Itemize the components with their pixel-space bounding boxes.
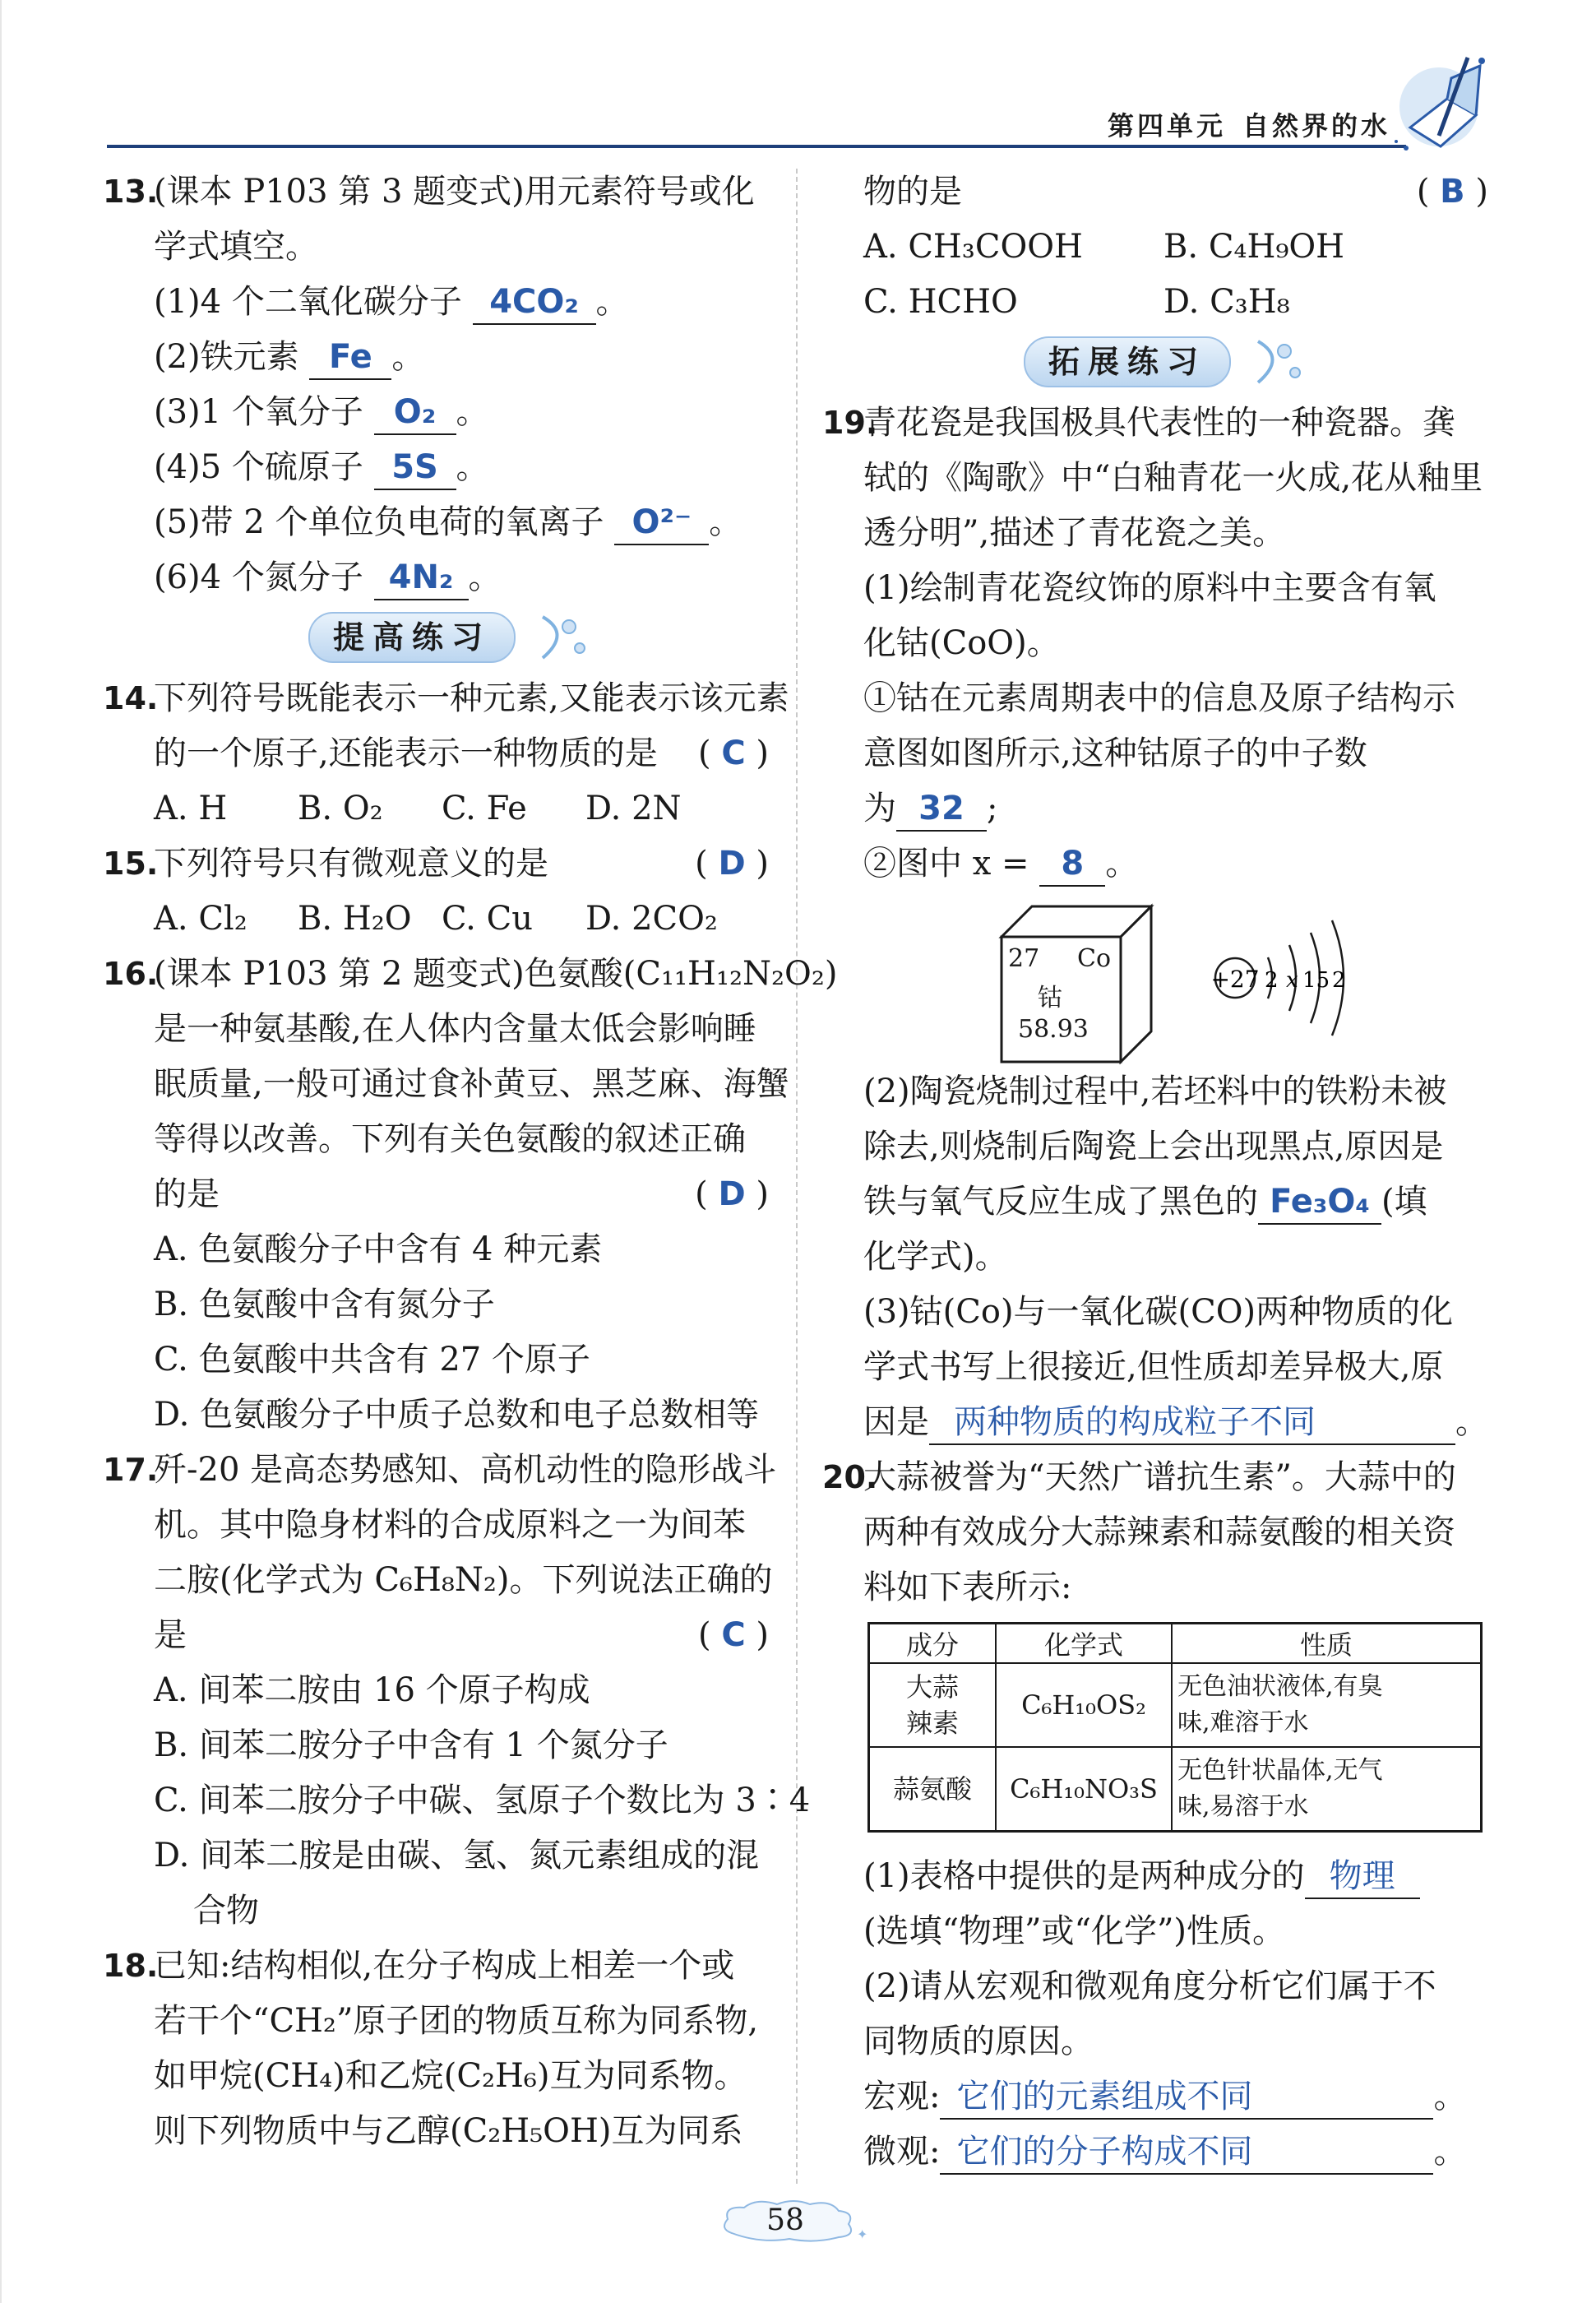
pen-book-icon <box>1390 49 1497 164</box>
q13-item-6: (6)4 个氮分子 4N₂ 。 <box>103 550 769 605</box>
answer: C <box>721 1616 746 1654</box>
answer: C <box>721 734 746 772</box>
bubble-icon <box>1250 333 1307 391</box>
question-13: 13.(课本 P103 第 3 题变式)用元素符号或化 学式填空。 (1)4 个二氧化碳分子 4CO₂ 。 (2)铁元素 Fe 。 (3)1 个氧分子 O₂ 。 (4)5 个硫原子 5S 。 (5)带 2 个单位负电荷的氧离子 O²⁻ 。 (6)4 个氮分子 4N₂ 。 <box>103 164 769 605</box>
q13-item-5: (5)带 2 个单位负电荷的氧离子 O²⁻ 。 <box>103 495 769 550</box>
left-column <box>103 164 838 2159</box>
svg-text:✦: ✦ <box>857 2227 868 2242</box>
q13-item-3: (3)1 个氧分子 O₂ 。 <box>103 385 769 440</box>
q14-options: A. H B. O₂ C. Fe D. 2N <box>154 790 682 827</box>
question-19: 19.青花瓷是我国极具代表性的一种瓷器。龚 轼的《陶歌》中“白釉青花一火成,花从釉里 透分明”,描述了青花瓷之美。 (1)绘制青花瓷纹饰的原料中主要含有氧 化钴(CoO)。 ①钴在元素周期表中的信息及原子结构示 意图如图所示,这种钴原子的中子数 为 32 ; ②图中 x = 8 。 27 Co 钴 58.93 +27 2 x 15 2 (2)陶瓷烧制过程中,若坯料中的铁粉未被 除去,则烧制后陶瓷上会出现黑点,原因是 铁与氧气反应生成了黑色的 Fe₃O₄ (填 化学式)。 (3)钴(Co)与一氧化碳(CO)两种物质的化 学式书写上很接近,但性质却差异极大,原 因是 两种物质的构成粒子不同 。 <box>822 396 1488 1450</box>
question-15: 15.下列符号只有微观意义的是 ( D ) A. Cl₂ B. H₂O C. Cu D. 2CO₂ <box>103 836 769 947</box>
shell-3: 15 <box>1302 968 1330 993</box>
page-number: 58 <box>766 2203 804 2237</box>
q13-item-1: (1)4 个二氧化碳分子 4CO₂ 。 <box>103 275 769 330</box>
shell-2: x <box>1286 968 1298 993</box>
question-18: 18.已知:结构相似,在分子构成上相差一个或 若干个“CH₂”原子团的物质互称为同系物, 如甲烷(CH₄)和乙烷(C₂H₆)互为同系物。 则下列物质中与乙醇(C₂H₅OH)互为同系 <box>103 1947 759 2150</box>
table-row: 大蒜 辣素 C₆H₁₀OS₂ 无色油状液体,有臭 味,难溶于水 <box>869 1663 1482 1747</box>
answer: O²⁻ <box>631 503 692 541</box>
answer: 两种物质的构成粒子不同 <box>954 1403 1316 1441</box>
unit-title: 第四单元 自然界的水 <box>1107 110 1390 141</box>
answer: 8 <box>1061 845 1085 883</box>
garlic-table-wrap <box>822 1622 1488 1844</box>
atomic-number: 27 <box>1008 944 1040 973</box>
answer: O₂ <box>393 393 437 431</box>
right-column <box>822 164 1488 2180</box>
answer: 物理 <box>1329 1857 1395 1895</box>
element-name: 钴 <box>1038 984 1062 1012</box>
atomic-mass: 58.93 <box>1018 1015 1089 1044</box>
q13-item-2: (2)铁元素 Fe 。 <box>103 330 769 385</box>
shell-1: 2 <box>1265 968 1279 993</box>
column-divider <box>796 169 798 2184</box>
garlic-properties-table: 成分 化学式 性质 大蒜 辣素 C₆H₁₀OS₂ 无色油状液体,有臭 味,难溶于水 蒜氨酸 C₆H₁₀NO₃S 无色针状晶体,无气 味,易溶于水 <box>867 1622 1483 1833</box>
page-footer <box>715 2196 872 2245</box>
answer: 4CO₂ <box>489 283 579 321</box>
answer: Fe <box>328 338 372 376</box>
question-17: 17.歼-20 是高态势感知、高机动性的隐形战斗 机。其中隐身材料的合成原料之一为间苯 二胺(化学式为 C₆H₈N₂)。下列说法正确的 是 ( C ) A. 间苯二胺由 16 个原子构成 B. 间苯二胺分子中含有 1 个氮分子 C. 间苯二胺分子中碳、氢原子个数比为 3∶4 D. 间苯二胺是由碳、氢、氮元素组成的混 合物 <box>103 1451 811 1930</box>
bubble-icon <box>534 609 592 666</box>
answer: 32 <box>918 790 965 827</box>
question-16: 16.(课本 P103 第 2 题变式)色氨酸(C₁₁H₁₂N₂O₂) 是一种氨基酸,在人体内含量太低会影响睡 眠质量,一般可通过食补黄豆、黑芝麻、海蟹 等得以改善。下列有关色氨酸的叙述正确 的是 ( D ) A. 色氨酸分子中含有 4 种元素 B. 色氨酸中含有氮分子 C. 色氨酸中共含有 27 个原子 D. 色氨酸分子中质子总数和电子总数相等 <box>103 955 838 1434</box>
answer: D <box>718 845 746 883</box>
table-row: 蒜氨酸 C₆H₁₀NO₃S 无色针状晶体,无气 味,易溶于水 <box>869 1747 1482 1832</box>
q13-item-4: (4)5 个硫原子 5S 。 <box>103 440 769 495</box>
shell-4: 2 <box>1332 968 1346 993</box>
q18-options-cd: C. HCHO D. C₃H₈ <box>863 283 1290 321</box>
answer: 4N₂ <box>388 558 454 596</box>
cobalt-figure <box>822 892 1488 1064</box>
nucleus-charge: +27 <box>1210 966 1260 993</box>
section-banner-improve: 提高练习 <box>103 605 769 671</box>
answer: 它们的分子构成不同 <box>956 2133 1253 2171</box>
answer: 5S <box>391 448 438 486</box>
answer: 它们的元素组成不同 <box>956 2078 1253 2115</box>
atom-structure-diagram <box>1209 908 1373 1048</box>
question-20: 20.大蒜被誉为“天然广谱抗生素”。大蒜中的 两种有效成分大蒜辣素和蒜氨酸的相关资 料如下表所示: 成分 化学式 性质 大蒜 辣素 C₆H₁₀OS₂ 无色油状液体,有臭 味,难溶于水 蒜氨酸 C₆H₁₀NO₃S 无色针状晶体,无气 味,易溶于水 (1)表格中提供的是两种成分的 物理 (选填“物理”或“化学”)性质。 (2)请从宏观和微观角度分析它们属于不 同物质的原因。 宏观: 它们的元素组成不同 。 微观: 它们的分子构成不同 。 <box>822 1450 1488 2180</box>
q18-options-ab: A. CH₃COOH B. C₄H₉OH <box>863 228 1345 266</box>
answer: D <box>718 1175 746 1213</box>
answer: Fe₃O₄ <box>1270 1183 1370 1221</box>
question-14: 14.下列符号既能表示一种元素,又能表示该元素 的一个原子,还能表示一种物质的是 ( C ) A. H B. O₂ C. Fe D. 2N <box>103 671 769 836</box>
header-rule <box>107 145 1406 148</box>
answer: B <box>1440 173 1465 211</box>
q15-options: A. Cl₂ B. H₂O C. Cu D. 2CO₂ <box>154 900 718 938</box>
element-symbol: Co <box>1077 944 1112 973</box>
section-banner-extend: 拓展练习 <box>822 330 1488 396</box>
question-18-continued: 物的是 ( B ) A. CH₃COOH B. C₄H₉OH C. HCHO D. C₃H₈ <box>822 164 1488 330</box>
